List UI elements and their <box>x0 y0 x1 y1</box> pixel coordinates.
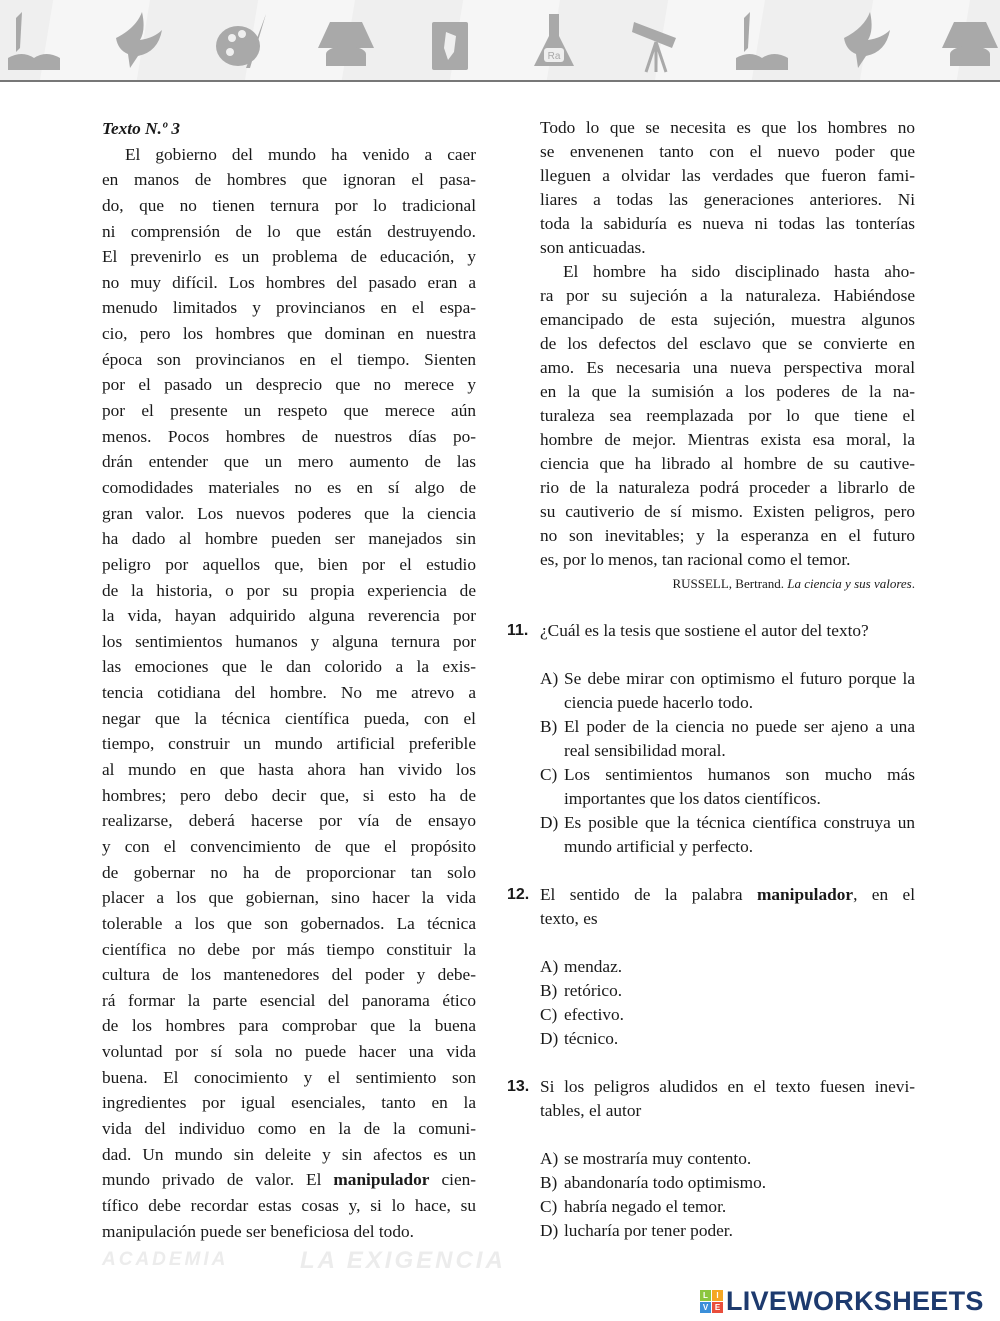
text-right-column <box>540 116 915 596</box>
text-line: emancipado de esta sujeción, muestra algunos <box>540 310 915 329</box>
text-line: y con el convencimiento de que el propósito <box>102 836 476 856</box>
answer-option[interactable] <box>540 955 915 979</box>
stem-line: ¿Cuál es la tesis que sostiene el autor del texto? <box>540 621 869 640</box>
text-line: son anticuadas. <box>540 238 646 257</box>
options-list <box>540 667 915 859</box>
question-number: 11. <box>507 622 529 639</box>
question-stem <box>540 619 915 643</box>
text-line: ni comprensión de lo que están destruyendo. <box>102 221 476 241</box>
option-letter: A) <box>540 957 559 976</box>
text-line: la vida, hayan adquirido alguna reverencia por <box>102 606 476 626</box>
options-list <box>540 1147 915 1243</box>
dove-icon <box>834 8 898 76</box>
answer-option[interactable] <box>540 1147 915 1171</box>
stem-line: texto, es <box>540 909 598 928</box>
text-line: realizarse, deberá hacerse por vía de ensayo <box>102 811 476 831</box>
text-line: gran valor. Los nuevos poderes que la ciencia <box>102 503 476 523</box>
watermark-top: ACADEMIA <box>102 1249 229 1270</box>
watermark-bottom: LA EXIGENCIA <box>300 1247 506 1274</box>
citation: RUSSELL, Bertrand. La ciencia y sus valores. <box>672 576 915 591</box>
logo-block: L <box>700 1290 711 1301</box>
option-letter: B) <box>540 1173 558 1192</box>
logo-word: LIVEWORKSHEETS <box>726 1286 984 1316</box>
text-line: de los defectos del esclavo que se convierte en <box>540 334 915 353</box>
citation-work: La ciencia y sus valores <box>787 576 912 591</box>
option-text: Se debe mirar con optimismo el futuro porque la ciencia puede hacerlo todo. <box>564 669 915 712</box>
option-letter: B) <box>540 717 558 736</box>
text-line: placer a los que gobiernan, sino hacer la vida <box>102 888 476 908</box>
question-number: 12. <box>507 886 530 903</box>
peru-book-icon <box>418 8 482 76</box>
text-line: El prevenirlo es un problema de educación, y <box>102 247 476 267</box>
text-line: tolerable a los que son gobernados. La técnica <box>102 913 476 933</box>
text-line: los sentimientos humanos y alguna ternura por <box>102 631 476 651</box>
quill-book-icon <box>2 8 66 76</box>
answer-option[interactable] <box>540 1171 915 1195</box>
text-line: científica no debe por más tiempo constituir la <box>102 939 476 959</box>
svg-text:Ra: Ra <box>547 51 561 62</box>
text-line: vida del individuo como en la de la comuni- <box>102 1118 476 1138</box>
text-line: no muy difícil. Los hombres del pasado eran a <box>102 272 476 292</box>
option-text: efectivo. <box>564 1005 624 1024</box>
text-line: Todo lo que se necesita es que los hombres no <box>540 118 915 137</box>
text-line: turaleza sea reemplazada por lo que tiene el <box>540 406 915 425</box>
option-text: lucharía por tener poder. <box>564 1221 733 1240</box>
logo-block: I <box>712 1290 723 1301</box>
answer-option[interactable] <box>540 1195 915 1219</box>
palette-icon <box>210 8 274 76</box>
option-text: técnico. <box>564 1029 619 1048</box>
question-11 <box>507 619 915 859</box>
question-stem <box>540 1075 915 1123</box>
text-line: toda la sabiduría es nueva ni todas las tonterías <box>540 214 915 233</box>
text-line: época son provincianos en el tiempo. Sienten <box>102 349 476 369</box>
option-letter: A) <box>540 669 559 688</box>
text-line: es, por lo menos, tan racional como el temor. <box>540 550 851 569</box>
text-line: cultura de los mantenedores del poder y debe- <box>102 965 476 985</box>
text-line: ingredientes por igual esenciales, tanto en la <box>102 1093 476 1113</box>
logo-blocks <box>700 1290 723 1313</box>
text-left-column <box>102 116 476 1244</box>
option-letter: C) <box>540 765 558 784</box>
text-line: negar que la técnica científica pueda, con el <box>102 708 476 728</box>
answer-option[interactable] <box>540 667 915 715</box>
text-line: se envenenen tanto con el nuevo poder que <box>540 142 915 161</box>
stem-line: Si los peligros aludidos en el texto fuesen inevi- <box>540 1077 915 1096</box>
text-line: tiempo, construir un mundo artificial preferible <box>102 734 476 754</box>
option-letter: A) <box>540 1149 559 1168</box>
text-line: las emociones que le dan colorido a la exis- <box>102 657 476 677</box>
option-text: retórico. <box>564 981 623 1000</box>
bold-term: manipulador <box>757 885 854 904</box>
option-letter: C) <box>540 1197 558 1216</box>
text-line: de los hombres para comprobar que la buena <box>102 1016 476 1036</box>
option-text: Es posible que la técnica científica construya un mundo artificial y perfecto. <box>564 813 915 856</box>
text-line: rio de la naturaleza podrá proceder a librarlo de <box>540 478 915 497</box>
text-line: El gobierno del mundo ha venido a caer <box>125 144 476 164</box>
text-line: por el presente un respeto que merece aún <box>102 401 476 421</box>
text-line: lleguen a olvidar las verdades que fueron fami- <box>540 166 915 185</box>
stem-line: tables, el autor <box>540 1101 642 1120</box>
text-line: en manos de hombres que ignoran el pasa- <box>102 170 476 190</box>
text-line: do, que no tienen ternura por lo tradicional <box>102 195 476 215</box>
answer-option[interactable] <box>540 811 915 859</box>
text-line: hombres; pero debo decir que, si esto ha de <box>102 785 476 805</box>
text-line: El hombre ha sido disciplinado hasta aho- <box>563 262 915 281</box>
options-list <box>540 955 915 1051</box>
option-text: Los sentimientos humanos son mucho más importantes que los datos científicos. <box>564 765 915 808</box>
flask-icon <box>522 8 586 76</box>
question-13 <box>507 1075 915 1243</box>
option-letter: D) <box>540 1029 559 1048</box>
stem-line: El sentido de la palabra manipulador, en el <box>540 885 915 904</box>
text-line: por el pasado un desprecio que no merece y <box>102 375 476 395</box>
liveworksheets-logo <box>700 1286 984 1317</box>
text-line: ra por su sujeción a la naturaleza. Habiéndose <box>540 286 915 305</box>
header-banner <box>0 0 1000 80</box>
text-line: menos. Pocos hombres de nuestros días po- <box>102 426 476 446</box>
text-line: buena. El conocimiento y el sentimiento son <box>102 1067 476 1087</box>
text-line: peligro por aquellos que, bien por el estudio <box>102 554 476 574</box>
text-line: menudo limitados y provincianos en el espa- <box>102 298 476 318</box>
text-title: Texto N.º 3 <box>102 119 180 138</box>
text-line: dad. Un mundo sin deleite y sin afectos es un <box>102 1144 476 1164</box>
text-line: rá formar la parte esencial del panorama ético <box>102 990 476 1010</box>
quill-book-icon <box>730 8 794 76</box>
text-line: ha dado al hombre pueden ser manejados sin <box>102 529 476 549</box>
question-stem <box>540 883 915 931</box>
text-line: manipulación puede ser beneficiosa del todo. <box>102 1221 414 1241</box>
stadium-icon <box>938 8 1000 76</box>
text-line: tencia cotidiana del hombre. No me atrevo a <box>102 683 476 703</box>
option-letter: C) <box>540 1005 558 1024</box>
text-line: en la que la sumisión a los poderes de la na- <box>540 382 915 401</box>
citation-author: RUSSELL, Bertrand. <box>672 576 785 591</box>
text-line: liares a todas las generaciones anteriores. Ni <box>540 190 915 209</box>
text-line: no son inevitables; y la esperanza en el futuro <box>540 526 915 545</box>
text-line: tífico debe recordar estas cosas y, si lo hace, su <box>102 1195 476 1215</box>
answer-option[interactable] <box>540 763 915 811</box>
text-body-left <box>102 142 476 1245</box>
question-number: 13. <box>507 1078 530 1095</box>
text-line: de gobernar no ha de proporcionar tan solo <box>102 862 476 882</box>
header-divider <box>0 80 1000 82</box>
text-line: amo. Es necesaria una nueva perspectiva moral <box>540 358 915 377</box>
text-line: voluntad por sí sola no puede hacer una vida <box>102 1042 476 1062</box>
text-line: ciencia que ha librado al hombre de su cautive- <box>540 454 915 473</box>
dove-icon <box>106 8 170 76</box>
option-text: se mostraría muy contento. <box>564 1149 752 1168</box>
text-line: de la historia, o por su propia experiencia de <box>102 580 476 600</box>
answer-option[interactable] <box>540 979 915 1003</box>
text-line: cio, pero los hombres que dominan en nuestra <box>102 324 476 344</box>
bold-term: manipulador <box>333 1170 430 1190</box>
logo-block: E <box>712 1302 723 1313</box>
text-line: drán entender que un mero aumento de las <box>102 452 476 472</box>
text-line: comodidades materiales no es en sí algo de <box>102 477 476 497</box>
option-letter: D) <box>540 813 559 832</box>
question-12 <box>507 883 915 1051</box>
text-line: al mundo en que hasta ahora han vivido los <box>102 760 476 780</box>
answer-option[interactable] <box>540 1027 915 1051</box>
text-line: su cautiverio de sí mismo. Existen peligros, pero <box>540 502 915 521</box>
logo-block: V <box>700 1302 711 1313</box>
text-line: hombre de mejor. Mientras exista esa moral, la <box>540 430 915 449</box>
answer-option[interactable] <box>540 1003 915 1027</box>
option-text: El poder de la ciencia no puede ser ajeno a una real sensibilidad moral. <box>564 717 915 760</box>
option-letter: B) <box>540 981 558 1000</box>
answer-option[interactable] <box>540 1219 915 1243</box>
telescope-icon <box>626 8 690 76</box>
answer-option[interactable] <box>540 715 915 763</box>
text-line: mundo privado de valor. El manipulador cien- <box>102 1170 476 1190</box>
option-text: abandonaría todo optimismo. <box>564 1173 767 1192</box>
stadium-icon <box>314 8 378 76</box>
option-letter: D) <box>540 1221 559 1240</box>
option-text: mendaz. <box>564 957 623 976</box>
text-body-right <box>540 116 915 572</box>
option-text: habría negado el temor. <box>564 1197 727 1216</box>
